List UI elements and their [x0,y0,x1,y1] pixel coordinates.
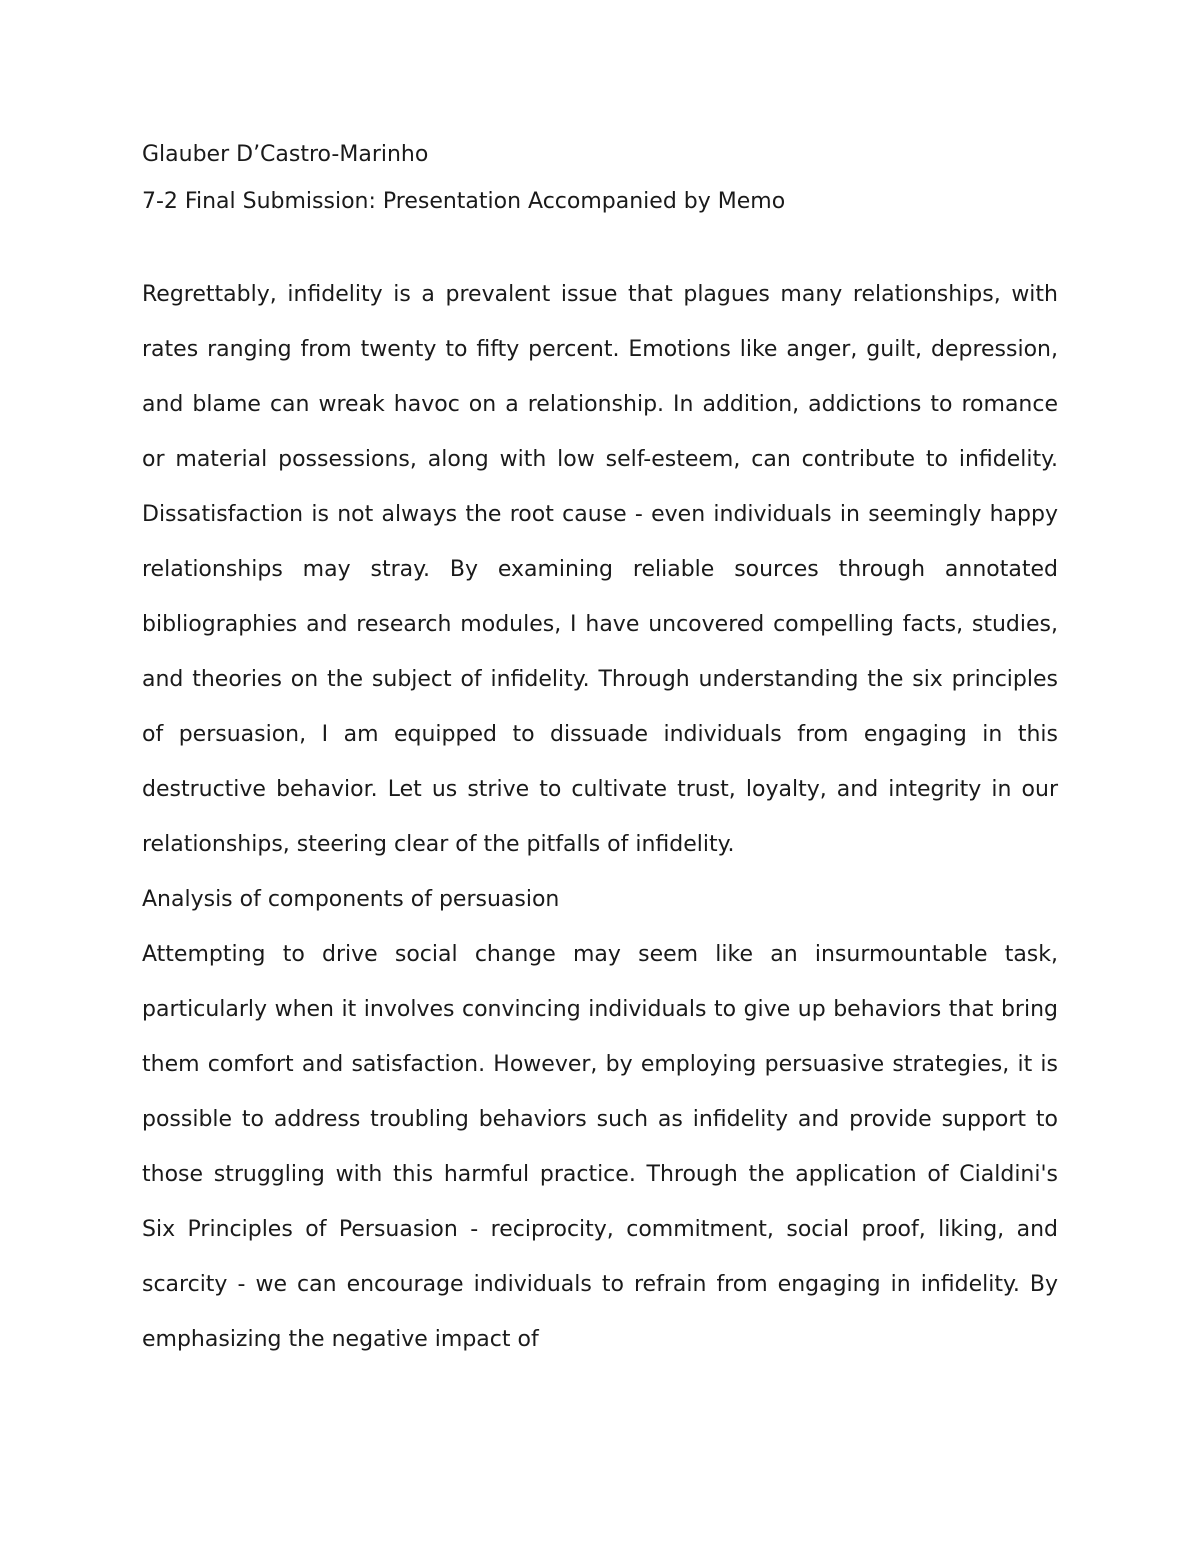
intro-paragraph: Regrettably, infidelity is a prevalent issue that plagues many relationships, with rates ranging from twenty to fifty percent. Emotions like anger, guilt, depression, and blame can wreak havoc on a relationship. In addition, addictions to romance or material possessions, along with low self-esteem, can contribute to infidelity. Dissatisfaction is not always the root cause - even individuals in seemingly happy relationships may stray. By examining reliable sources through annotated bibliographies and research modules, I have uncovered compelling facts, studies, and theories on the subject of infidelity. Through understanding the six principles of persuasion, I am equipped to dissuade individuals from engaging in this destructive behavior. Let us strive to cultivate trust, loyalty, and integrity in our relationships, steering clear of the pitfalls of infidelity. [142,282,1058,857]
section-heading: Analysis of components of persuasion [142,887,560,912]
blank-line [142,220,1058,267]
author-name: Glauber D’Castro-Marinho [142,142,429,167]
section-paragraph: Attempting to drive social change may seem like an insurmountable task, particularly when it involves convincing individuals to give up behaviors that bring them comfort and satisfaction. However, by employing persuasive strategies, it is possible to address troubling behaviors such as infidelity and provide support to those struggling with this harmful practice. Through the application of Cialdini's Six Principles of Persuasion - reciprocity, commitment, social proof, liking, and scarcity - we can encourage individuals to refrain from engaging in infidelity. By emphasizing the negative impact of [142,942,1058,1352]
assignment-title: 7-2 Final Submission: Presentation Accompanied by Memo [142,189,786,214]
document-body [142,137,1058,1367]
